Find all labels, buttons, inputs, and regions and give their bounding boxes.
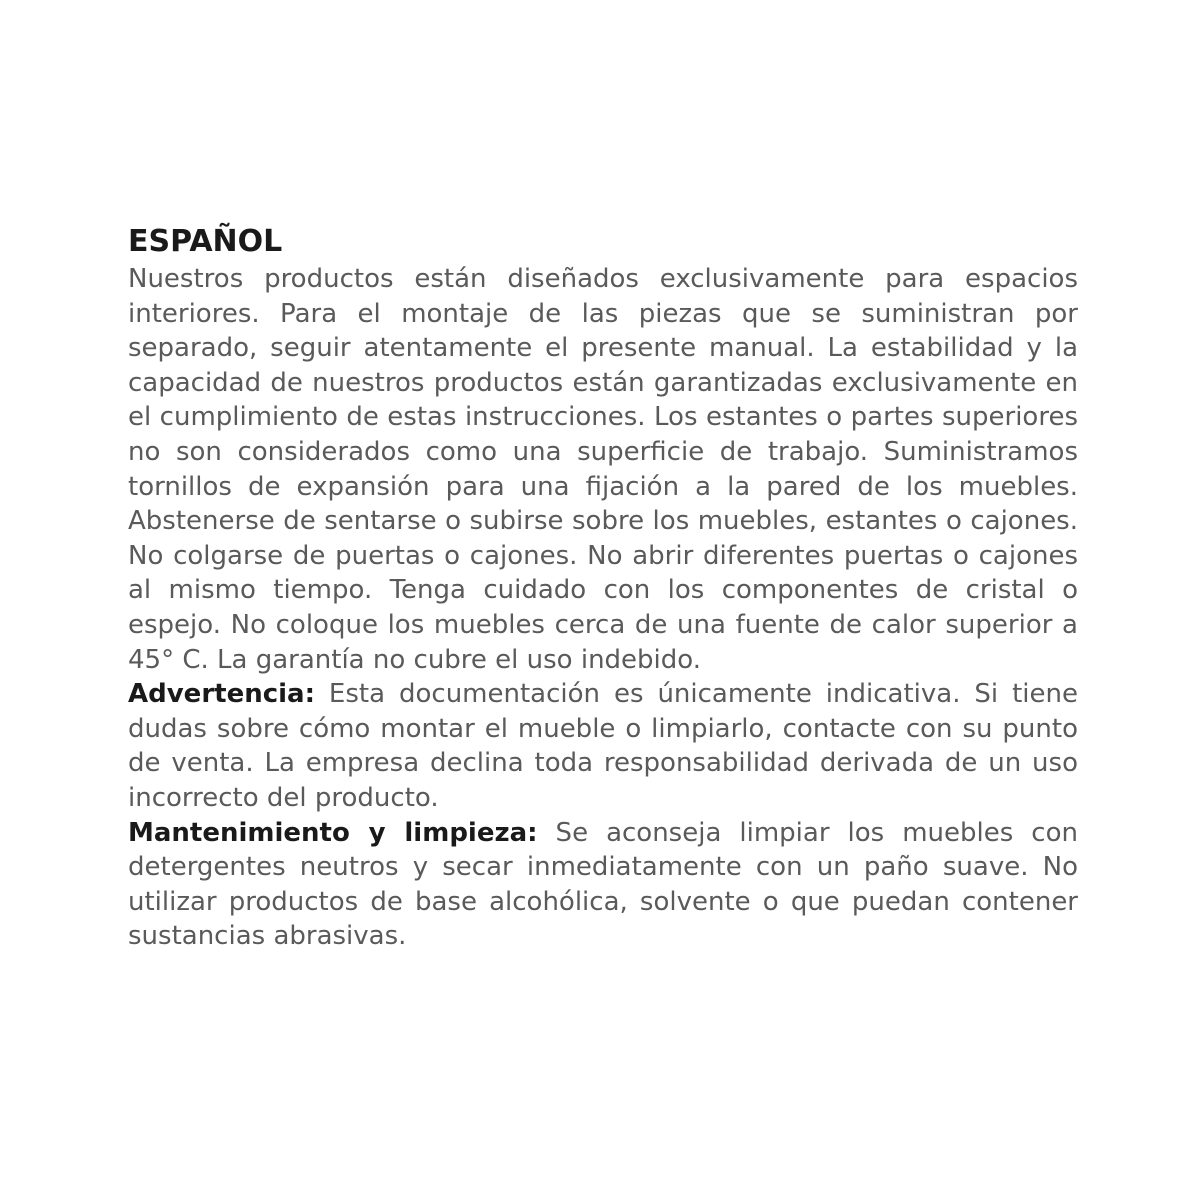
maintenance-label: Mantenimiento y limpieza: <box>128 817 538 848</box>
warning-paragraph <box>128 677 1078 815</box>
instructions-document <box>128 222 1078 954</box>
intro-paragraph: Nuestros productos están diseñados exclusivamente para espacios interiores. Para el montaje de las piezas que se suministran por separado, seguir atentamente el presente manual. La estabilidad y la capacidad de nuestros productos están garantizadas exclusivamente en el cumplimiento de estas instrucciones. Los estantes o partes superiores no son considerados como una superficie de trabajo. Suministramos tornillos de expansión para una fijación a la pared de los muebles. Abstenerse de sentarse o subirse sobre los muebles, estantes o cajones. No colgarse de puertas o cajones. No abrir diferentes puertas o cajones al mismo tiempo. Tenga cuidado con los componentes de cristal o espejo. No coloque los muebles cerca de una fuente de calor superior a 45° C. La garantía no cubre el uso indebido. <box>128 264 1078 675</box>
maintenance-paragraph <box>128 816 1078 954</box>
warning-text: Esta documentación es únicamente indicativa. Si tiene dudas sobre cómo montar el mueble o limpiarlo, contacte con su punto de venta. La empresa declina toda responsabilidad derivada de un uso incorrecto del producto. <box>128 679 1078 813</box>
maintenance-text: Se aconseja limpiar los muebles con detergentes neutros y secar inmediatamente con un paño suave. No utilizar productos de base alcohólica, solvente o que puedan contener sustancias abrasivas. <box>128 817 1078 952</box>
language-heading: ESPAÑOL <box>128 224 283 259</box>
warning-label: Advertencia: <box>128 679 315 710</box>
